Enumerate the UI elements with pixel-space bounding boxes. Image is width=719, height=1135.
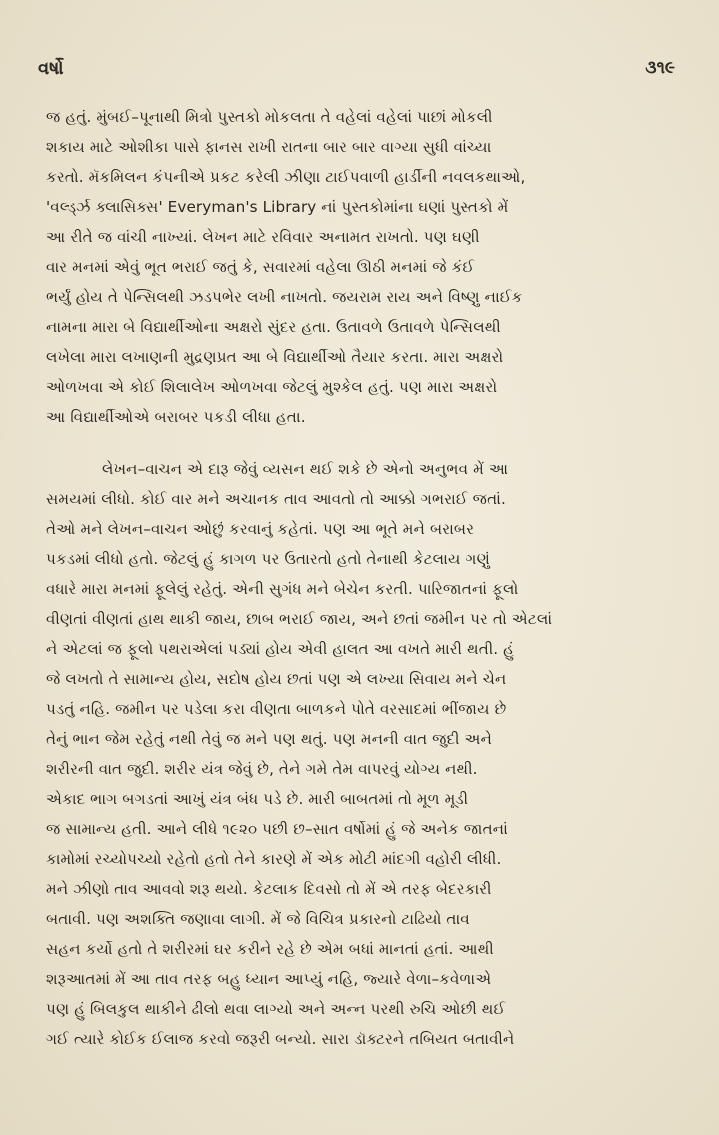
paragraph-2 (46, 454, 678, 1054)
text-line: પણ હું બિલકુલ થાકીને ઢીલો થવા લાગ્યો અને અન્ન પરથી રુચિ ઓછી થઈ (46, 1000, 506, 1018)
text-line: કરતો. મૅકમિલન કંપનીએ પ્રકટ કરેલી ઝીણા ટાઈપવાળી હાર્ડીની નવલકથાઓ, (46, 168, 526, 186)
text-line: ગઈ ત્યારે કોઈક ઈલાજ કરવો જરૂરી બન્યો. સારા ડૉક્ટરને તબિયત બતાવીને (46, 1030, 515, 1048)
text-line: બતાવી. પણ અશક્તિ જણાવા લાગી. મેં જે વિચિત્ર પ્રકારનો ટાઢિયો તાવ (46, 910, 470, 928)
text-line: પકડમાં લીધો હતો. જેટલું હું કાગળ પર ઉતારતો હતો તેનાથી કેટલાય ગણું (46, 550, 490, 568)
text-line: ભર્યું હોય તે પેન્સિલથી ઝડપભેર લખી નાખતો. જયરામ રાય અને વિષ્ણુ નાઈક (46, 288, 523, 306)
text-line: લેખન–વાચન એ દારૂ જેવું વ્યસન થઈ શકે છે એનો અનુભવ મેં આ (102, 460, 509, 478)
text-line: તેનું ભાન જેમ રહેતું નથી તેવું જ મને પણ થતું. પણ મનની વાત જુદી અને (46, 730, 493, 748)
text-line: સહન કર્યો હતો તે શરીરમાં ઘર કરીને રહે છે એમ બધાં માનતાં હતાં. આથી (46, 940, 494, 958)
text-line: નામના મારા બે વિદ્યાર્થીઓના અક્ષરો સુંદર હતા. ઉતાવળે ઉતાવળે પેન્સિલથી (46, 318, 501, 336)
paragraph-1 (46, 102, 678, 432)
text-line: જ સામાન્ય હતી. આને લીધે ૧૯૨૦ પછી છ–સાત વર્ષોમાં હું જે અનેક જાતનાં (46, 820, 508, 838)
text-line: સમયમાં લીધો. કોઈ વાર મને અચાનક તાવ આવતો તો આક્કો ગભરાઈ જતાં. (46, 490, 506, 508)
text-line: ને એટલાં જ ફૂલો પથરાએલાં પડ્યાં હોય એવી હાલત આ વખતે મારી થતી. હું (46, 640, 515, 658)
body-text (46, 102, 678, 1054)
text-line: પડતું નહિ. જમીન પર પડેલા કરા વીણતા બાળકને પોતે વરસાદમાં ભીંજાય છે (46, 700, 507, 718)
paragraph-gap (46, 432, 678, 454)
text-line: શરીરની વાત જુદી. શરીર યંત્ર જેવું છે, તેને ગમે તેમ વાપરવું યોગ્ય નથી. (46, 760, 478, 778)
text-line: તેઓ મને લેખન–વાચન ઓછું કરવાનું કહેતાં. પણ આ ભૂતે મને બરાબર (46, 520, 475, 538)
text-line: આ વિદ્યાર્થીઓએ બરાબર પકડી લીધા હતા. (46, 408, 306, 426)
text-line: વધારે મારા મનમાં ફૂલેલું રહેતું. એની સુગંધ મને બેચેન કરતી. પારિજાતનાં ફૂલો (46, 580, 519, 598)
text-line: વીણતાં વીણતાં હાથ થાકી જાય, છાબ ભરાઈ જાય, અને છતાં જમીન પર તો એટલાં (46, 610, 553, 628)
text-line: 'વર્લ્ડ્ઝ ક્લાસિક્સ' Everyman's Library નાં પુસ્તકોમાંના ઘણાં પુસ્તકો મેં (46, 198, 509, 216)
text-line: શરૂઆતમાં મેં આ તાવ તરફ બહુ ધ્યાન આપ્યું નહિ, જ્યારે વેળા–કવેળાએ (46, 970, 492, 988)
text-line: શકાય માટે ઓશીકા પાસે ફાનસ રાખી રાતના બાર બાર વાગ્યા સુધી વાંચ્યા (46, 138, 492, 156)
text-line: એકાદ ભાગ બગડતાં આખું યંત્ર બંધ પડે છે. મારી બાબતમાં તો મૂળ મૂડી (46, 790, 469, 808)
text-line: કામોમાં રચ્યોપચ્યો રહેતો હતો તેને કારણે મેં એક મોટી માંદગી વહોરી લીધી. (46, 850, 502, 868)
running-head: વર્ષો (38, 58, 64, 79)
text-line: આ રીતે જ વાંચી નાખ્યાં. લેખન માટે રવિવાર અનામત રાખતો. પણ ઘણી (46, 228, 480, 246)
text-line: ઓળખવા એ કોઈ શિલાલેખ ઓળખવા જેટલું મુશ્કેલ હતું. પણ મારા અક્ષરો (46, 378, 498, 396)
text-line: મને ઝીણો તાવ આવવો શરૂ થયો. કેટલાક દિવસો તો મેં એ તરફ બેદરકારી (46, 880, 492, 898)
text-line: લખેલા મારા લખાણની મુદ્રણપ્રત આ બે વિદ્યાર્થીઓ તૈયાર કરતા. મારા અક્ષરો (46, 348, 504, 366)
page-header (38, 56, 675, 86)
text-line: જે લખતો તે સામાન્ય હોય, સદોષ હોય છતાં પણ એ લખ્યા સિવાય મને ચેન (46, 670, 507, 688)
text-line: વાર મનમાં એવું ભૂત ભરાઈ જતું કે, સવારમાં વહેલા ઊઠી મનમાં જે કંઈ (46, 258, 475, 276)
page-number: ૩૧૯ (645, 58, 675, 78)
text-line: જ હતું. મુંબઈ–પૂનાથી મિત્રો પુસ્તકો મોકલતા તે વહેલાં વહેલાં પાછાં મોકલી (46, 108, 493, 126)
